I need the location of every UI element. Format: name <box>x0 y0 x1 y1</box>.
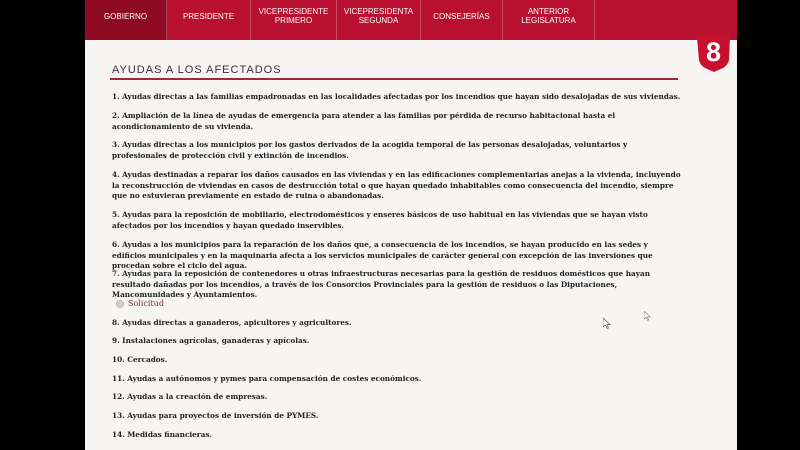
nav-item-presidente[interactable] <box>167 0 251 40</box>
solicitud-link[interactable] <box>116 299 164 308</box>
channel-8-logo-icon <box>695 32 733 72</box>
list-item: 12. Ayudas a la creación de empresas. <box>112 392 268 401</box>
logo-number: 8 <box>705 37 722 67</box>
nav-label-line2: SEGUNDA <box>358 16 399 25</box>
list-item: 9. Instalaciones agrícolas, ganaderas y apícolas. <box>112 336 310 345</box>
top-navigation-bar <box>85 0 737 40</box>
browser-viewport <box>85 0 737 450</box>
list-item: 14. Medidas financieras. <box>112 430 213 439</box>
solicitud-label: Solicitud <box>128 299 164 308</box>
nav-label: PRESIDENTE <box>182 11 235 21</box>
list-item: 11. Ayudas a autónomos y pymes para compensación de costes económicos. <box>112 374 422 383</box>
nav-item-consejerias[interactable] <box>421 0 503 40</box>
mouse-cursor-ghost-icon <box>644 311 651 321</box>
bullet-icon <box>116 300 124 308</box>
list-item: 1. Ayudas directas a las familias empadronadas en las localidades afectadas por los incendios que hayan sido desalojadas de sus viviendas. <box>112 92 681 101</box>
title-divider <box>110 78 678 80</box>
nav-label: VICEPRESIDENTA <box>343 7 414 16</box>
nav-label-line2: PRIMERO <box>274 16 313 25</box>
nav-label: GOBIERNO <box>103 11 148 21</box>
list-item: 8. Ayudas directas a ganaderos, apicultores y agricultores. <box>112 318 352 327</box>
list-item: 3. Ayudas directas a los municipios por los gastos derivados de la acogida temporal de las personas desalojadas, voluntarios y profesionales de protección civil y extinción de incendios. <box>112 140 628 160</box>
nav-label: ANTERIOR <box>527 7 570 16</box>
nav-label: CONSEJERÍAS <box>433 11 490 21</box>
nav-item-anterior-legislatura[interactable] <box>503 0 595 40</box>
nav-item-vicepresidente-primero[interactable] <box>251 0 337 40</box>
nav-label-line2: LEGISLATURA <box>521 16 576 25</box>
list-item: 2. Ampliación de la línea de ayudas de emergencia para atender a las familias por pérdida de recurso habitacional hasta el acondicionamiento de su vivienda. <box>112 111 616 131</box>
nav-item-vicepresidenta-segunda[interactable] <box>337 0 421 40</box>
list-item: 5. Ayudas para la reposición de mobiliario, electrodomésticos y enseres básicos de uso habitual en las viviendas que se hayan visto afectados por los incendios y hayan quedado inservibles. <box>112 210 648 230</box>
section-title: AYUDAS A LOS AFECTADOS <box>112 64 282 76</box>
nav-label: VICEPRESIDENTE <box>258 7 329 16</box>
list-item: 10. Cercados. <box>112 355 168 364</box>
list-item: 13. Ayudas para proyectos de inversión de PYMES. <box>112 411 319 420</box>
list-item: 6. Ayudas a los municipios para la reparación de los daños que, a consecuencia de los incendios, se hayan producido en las sedes y edificios municipales y en la maquinaria afecta a los servicios municipales de carácter general con excepción de las inversiones que procedan sobre el ciclo del agua. <box>112 240 653 270</box>
list-item: 4. Ayudas destinadas a reparar los daños causados en las viviendas y en las edificaciones complementarias anejas a la vivienda, incluyendo la reconstrucción de viviendas en casos de destrucción total o que hayan quedado inhabitables como consecuencia del incendio, siempre que no estuvieran previamente en estado de ruina o abandonadas. <box>112 170 681 200</box>
nav-item-gobierno[interactable] <box>85 0 167 40</box>
mouse-cursor-icon <box>603 318 611 329</box>
list-item: 7. Ayudas para la reposición de contenedores u otras infraestructuras necesarias para la gestión de residuos domésticos que hayan resultado dañadas por los incendios, a través de los Consorcios Provinciales para la gestión de residuos o las Diputaciones, Mancomunidades y Ayuntamientos. <box>112 269 651 299</box>
